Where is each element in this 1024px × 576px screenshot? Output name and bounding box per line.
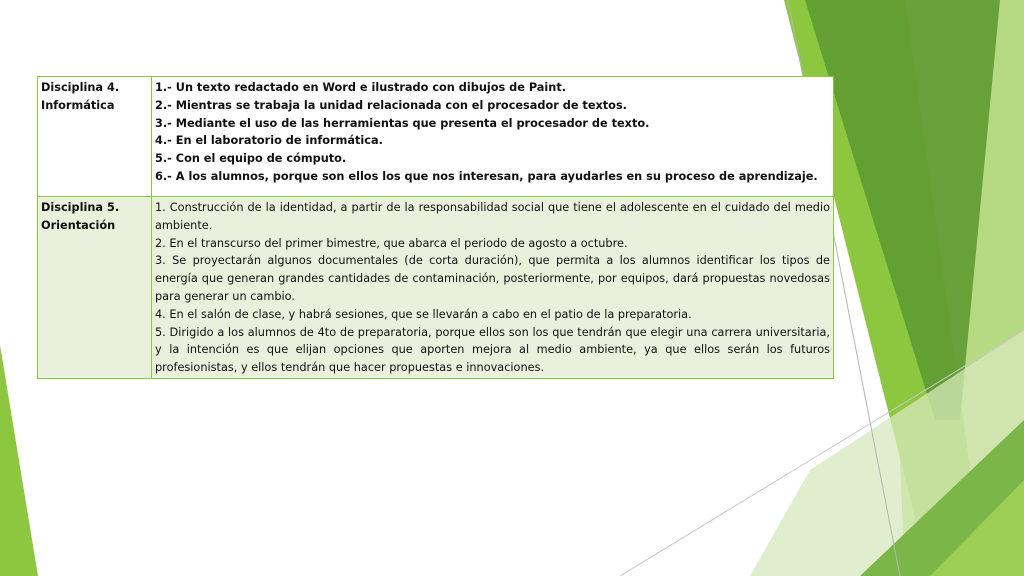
row-content-cell: [152, 197, 834, 379]
row-label-line: Disciplina 4.: [41, 81, 120, 94]
list-item: 5.- Con el equipo de cómputo.: [155, 152, 347, 166]
list-item: 4.- En el laboratorio de informática.: [155, 134, 383, 148]
row-label-line: Orientación: [41, 218, 116, 232]
left-green-sliver: [0, 345, 38, 576]
list-item: 4. En el salón de clase, y habrá sesiones, que se llevarán a cabo en el patio de la preparatoria.: [155, 307, 692, 321]
list-item: 1. Construcción de la identidad, a partir de la responsabilidad social que tiene el adolescente en el cuidado del medio ambiente.: [155, 201, 830, 232]
row-label-cell: [38, 197, 152, 379]
list-item: 1.- Un texto redactado en Word e ilustrado con dibujos de Paint.: [155, 81, 567, 94]
table-row: [38, 77, 834, 197]
row-content-cell: [152, 77, 834, 197]
list-item: 2. En el transcurso del primer bimestre, que abarca el periodo de agosto a octubre.: [155, 236, 628, 250]
list-item: 3.- Mediante el uso de las herramientas que presenta el procesador de texto.: [155, 116, 650, 130]
content-table: [37, 76, 834, 379]
row-label-cell: [38, 77, 152, 197]
list-item: 6.- A los alumnos, porque son ellos los que nos interesan, para ayudarles en su proceso de aprendizaje.: [155, 169, 818, 183]
row-label-line: Informática: [41, 98, 115, 112]
list-item: 2.- Mientras se trabaja la unidad relacionada con el procesador de textos.: [155, 98, 627, 112]
row-label-line: Disciplina 5.: [41, 201, 120, 214]
list-item: 3. Se proyectarán algunos documentales (de corta duración), que permita a los alumnos identificar los tipos de energía que generan grandes cantidades de contaminación, posteriormente, por equipos, dará propuestas novedosas para generar un cambio.: [155, 254, 830, 303]
table-row: [38, 197, 834, 379]
list-item: 5. Dirigido a los alumnos de 4to de preparatoria, porque ellos son los que tendrán que elegir una carrera universitaria, y la intención es que elijan opciones que aporten mejora al medio ambiente, ya que ellos serán los futuros profesionistas, y ellos tendrán que hacer propuestas e innovaciones.: [155, 325, 830, 375]
